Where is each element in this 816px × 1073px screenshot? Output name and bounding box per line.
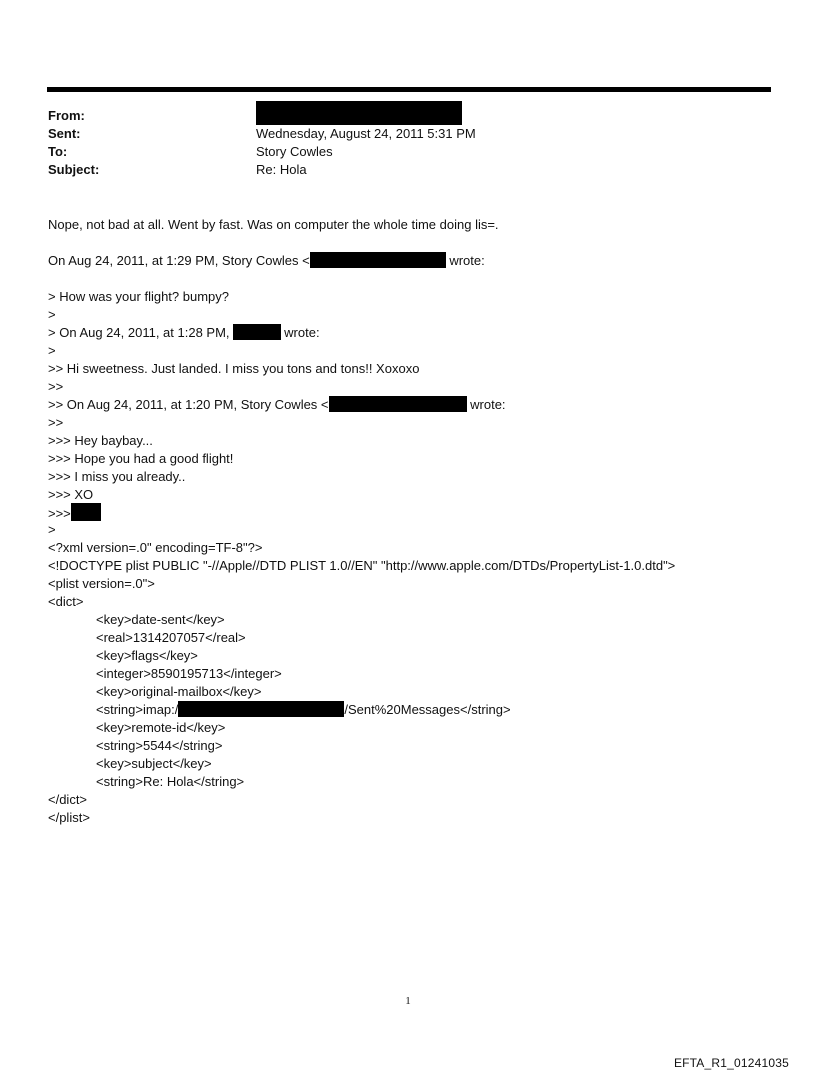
attribution-wrote: wrote: (449, 253, 485, 268)
quote-line: >>> I miss you already.. (48, 469, 186, 484)
plist-line: <key>remote-id</key> (96, 720, 226, 735)
plist-line: <plist version=.0"> (48, 576, 155, 591)
plist-line: </plist> (48, 810, 90, 825)
plist-line: <string>Re: Hola</string> (96, 774, 245, 789)
to-label: To: (48, 144, 68, 159)
quote-line: >>> XO (48, 487, 94, 502)
from-value (256, 101, 462, 127)
quote-attribution-text: >> On Aug 24, 2011, at 1:20 PM, Story Cowles < (48, 397, 329, 412)
subject-value: Re: Hola (256, 162, 307, 177)
plist-line: <!DOCTYPE plist PUBLIC "-//Apple//DTD PLIST 1.0//EN" "http://www.apple.com/DTDs/PropertyList-1.0.dtd"> (48, 558, 676, 573)
sent-label: Sent: (48, 126, 81, 141)
plist-mailbox-suffix: /Sent%20Messages</string> (344, 702, 511, 717)
sent-value: Wednesday, August 24, 2011 5:31 PM (256, 126, 476, 141)
plist-line: <integer>8590195713</integer> (96, 666, 282, 681)
quote-attribution-wrote: wrote: (470, 397, 506, 412)
reply-text: Nope, not bad at all. Went by fast. Was on computer the whole time doing lis=. (48, 217, 499, 232)
plist-line: <?xml version=.0" encoding=TF-8"?> (48, 540, 263, 555)
quote-line: >> (48, 415, 64, 430)
quote-line: > How was your flight? bumpy? (48, 289, 230, 304)
quote-attribution-text: > On Aug 24, 2011, at 1:28 PM, (48, 325, 230, 340)
quote-attribution (48, 324, 320, 342)
quote-line: > (48, 522, 56, 537)
redaction-block (233, 324, 281, 340)
plist-mailbox-line (96, 701, 511, 719)
redaction-block (178, 701, 344, 717)
quote-marker: >>> (48, 506, 71, 521)
redaction-block (71, 503, 101, 521)
attribution-text: On Aug 24, 2011, at 1:29 PM, Story Cowles < (48, 253, 310, 268)
quote-signature-line (48, 503, 101, 523)
header-rule (47, 87, 771, 92)
plist-mailbox-prefix: <string>imap:/ (96, 702, 179, 717)
plist-line: <real>1314207057</real> (96, 630, 246, 645)
plist-line: <string>5544</string> (96, 738, 223, 753)
quote-line: >>> Hey baybay... (48, 433, 153, 448)
bates-number: EFTA_R1_01241035 (673, 1056, 789, 1070)
plist-line: <key>flags</key> (96, 648, 198, 663)
page-number: 1 (405, 995, 411, 1007)
quote-attribution (48, 396, 506, 414)
redaction-block (256, 101, 462, 125)
quote-attribution-wrote: wrote: (284, 325, 320, 340)
subject-label: Subject: (48, 162, 100, 177)
plist-line: <key>date-sent</key> (96, 612, 225, 627)
attribution-line (48, 252, 485, 270)
quote-line: >> (48, 379, 64, 394)
redaction-block (329, 396, 467, 412)
quote-line: >> Hi sweetness. Just landed. I miss you tons and tons!! Xoxoxo (48, 361, 420, 376)
plist-line: <key>subject</key> (96, 756, 212, 771)
plist-line: <key>original-mailbox</key> (96, 684, 262, 699)
quote-line: >>> Hope you had a good flight! (48, 451, 234, 466)
quote-line: > (48, 307, 56, 322)
to-value: Story Cowles (256, 144, 333, 159)
plist-line: </dict> (48, 792, 88, 807)
from-label: From: (48, 108, 85, 123)
quote-line: > (48, 343, 56, 358)
redaction-block (310, 252, 446, 268)
plist-line: <dict> (48, 594, 84, 609)
